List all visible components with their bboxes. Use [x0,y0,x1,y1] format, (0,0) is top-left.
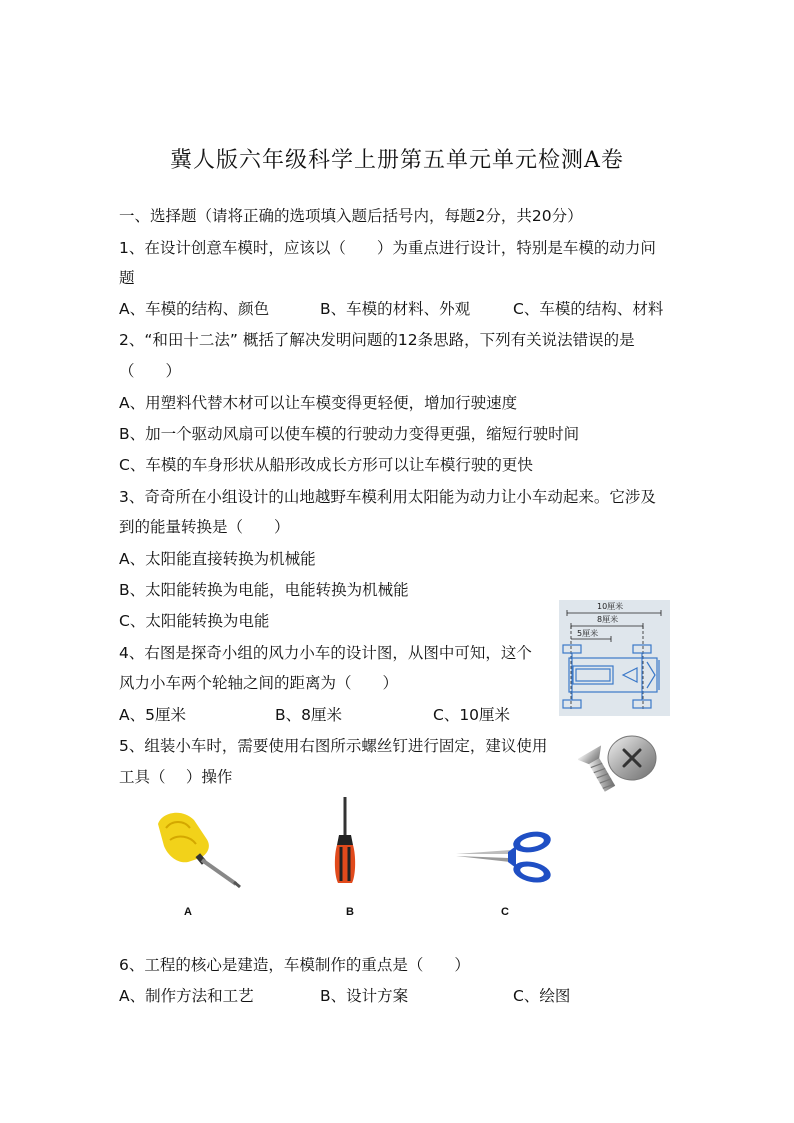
dim-5cm-label: 5厘米 [577,629,599,638]
screw-icon [578,728,662,796]
q1-option-c: C、车模的结构、材料 [513,300,664,318]
q6-option-c: C、绘图 [513,987,571,1005]
scissors-icon [454,828,554,886]
section-heading: 一、选择题（请将正确的选项填入题后括号内，每题2分，共20分） [119,207,583,225]
tool-label-c: C [501,906,509,918]
q4-stem-line1: 4、右图是探奇小组的风力小车的设计图，从图中可知，这个 [119,644,532,662]
q2-stem-line2: （ ） [119,362,182,380]
q5-stem-line2: 工具（ ）操作 [119,768,233,786]
q3-stem-line2: 到的能量转换是（ ） [119,518,290,536]
tool-label-a: A [184,906,192,918]
car-design-diagram [559,600,670,716]
q3-stem-line1: 3、奇奇所在小组设计的山地越野车模利用太阳能为动力让小车动起来。它涉及 [119,488,656,506]
page-title: 冀人版六年级科学上册第五单元单元检测A卷 [170,148,624,173]
dim-8cm-label: 8厘米 [597,615,619,624]
phillips-screwdriver-icon [330,795,360,887]
q6-stem: 6、工程的核心是建造，车模制作的重点是（ ） [119,956,470,974]
dim-10cm-label: 10厘米 [597,602,624,611]
q4-option-a: A、5厘米 [119,706,186,724]
q2-option-b: B、加一个驱动风扇可以使车模的行驶动力变得更强，缩短行驶时间 [119,425,580,443]
q1-stem-line2: 题 [119,269,135,287]
q3-option-a: A、太阳能直接转换为机械能 [119,550,316,568]
q5-stem-line1: 5、组装小车时，需要使用右图所示螺丝钉进行固定，建议使用 [119,737,548,755]
tool-label-b: B [346,906,354,918]
q1-stem-line1: 1、在设计创意车模时，应该以（ ）为重点进行设计，特别是车模的动力问 [119,239,656,257]
flathead-screwdriver-icon [152,810,244,890]
q6-option-b: B、设计方案 [320,987,409,1005]
q3-option-b: B、太阳能转换为电能，电能转换为机械能 [119,581,409,599]
q6-option-a: A、制作方法和工艺 [119,987,254,1005]
q1-option-b: B、车模的材料、外观 [320,300,471,318]
q2-option-a: A、用塑料代替木材可以让车模变得更轻便，增加行驶速度 [119,394,518,412]
q4-stem-line2: 风力小车两个轮轴之间的距离为（ ） [119,674,399,692]
q4-option-c: C、10厘米 [433,706,511,724]
q1-option-a: A、车模的结构、颜色 [119,300,270,318]
q2-stem-line1: 2、“和田十二法” 概括了解决发明问题的12条思路，下列有关说法错误的是 [119,331,635,349]
q2-option-c: C、车模的车身形状从船形改成长方形可以让车模行驶的更快 [119,456,533,474]
q4-option-b: B、8厘米 [275,706,342,724]
q3-option-c: C、太阳能转换为电能 [119,612,270,630]
